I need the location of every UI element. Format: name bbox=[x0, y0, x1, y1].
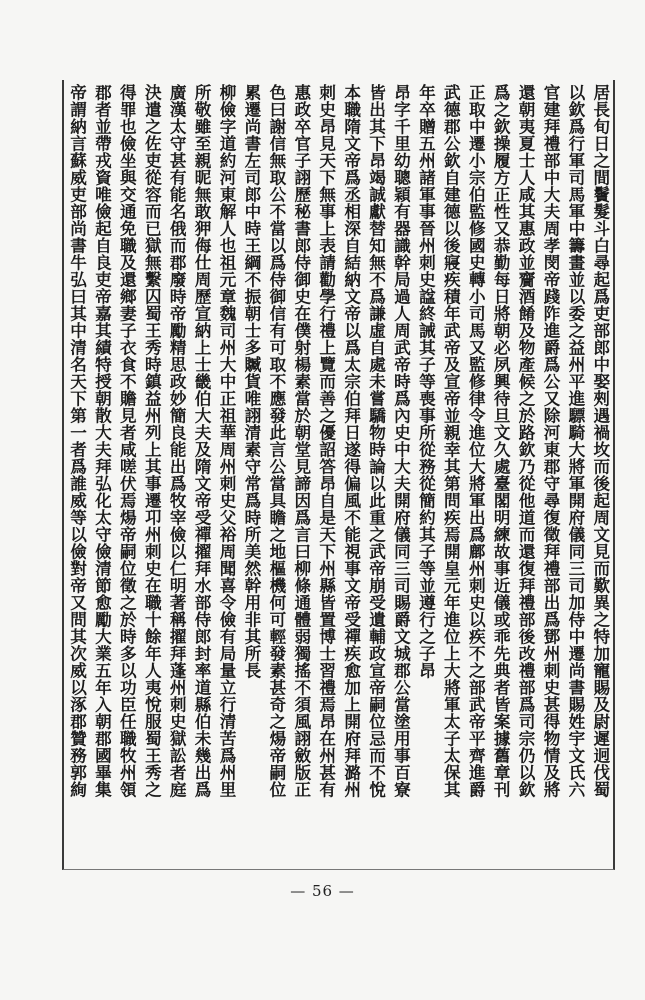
text-column: 刺史昂見天下無事上表請勸學行禮上覽而善之優詔答昂自是天下州縣皆置博士習禮焉昂在州甚有 bbox=[316, 84, 337, 798]
text-column: 還朝夷夏士人咸其惠政並齎酒餚及物產候之於路欽乃從他道而還復拜禮部後改禮部爲司宗仍以欽 bbox=[516, 84, 537, 798]
text-frame bbox=[62, 80, 615, 870]
text-column: 所敬雖至親昵無敢狎侮仕周歷宣納上士畿伯大夫及隋文帝受禪擢拜水部侍郎封率道縣伯未幾出爲 bbox=[192, 84, 213, 798]
vertical-text-columns bbox=[64, 80, 613, 869]
text-column: 武德郡公欽自建德以後寢疾積年武帝及宣帝並親幸其第問疾焉開皇元年進位上大將軍太子太保其 bbox=[441, 84, 462, 798]
text-column: 爲之欽操履方正性又恭勤每日將朝必夙興待旦文久處臺閣明練故事近儀或乖先典者皆案據舊章刊 bbox=[491, 84, 512, 798]
text-column: 正取中遷小宗伯監修國史轉小司馬又監修律令進位大將軍出爲鄜州刺史以疾不之部武帝平齊進爵 bbox=[466, 84, 487, 798]
text-column: 年卒贈五州諸軍事晉州刺史諡終誡其子等喪事所從務從簡約其子等並遵行之子昂 bbox=[416, 84, 437, 679]
text-column: 惠政卒官子詡歷秘書郎侍御史在僕射楊素當於朝堂見諦因爲言曰柳條通體弱獨搖不須風詡斂版正 bbox=[291, 84, 312, 798]
text-column: 累遷尚書左司郎中時王綱不振朝士多贓貨唯詡清素守常爲時所美然幹用非其所長 bbox=[241, 84, 262, 679]
text-column: 皆出其下昂竭誠獻替知無不爲謙虛自處未嘗驕物時論以此重之武帝崩受遺輔政宣帝嗣位忌而不悅 bbox=[366, 84, 387, 798]
text-column: 柳儉字道約河東解人也祖元章魏司州大中正祖華周州刺史父裕周聞喜令儉有局量立行清苦爲州里 bbox=[217, 84, 238, 798]
text-column: 郡者並帶戎資唯儉起自良吏帝嘉其績特授朝散大夫拜弘化太守儉清節愈勵大業五年入朝郡國畢集 bbox=[92, 84, 113, 798]
text-column: 帝謂納言蘇威吏部尚書牛弘曰其中清名天下第一者爲誰威等以儉對帝又問其次威以涿郡贊務郭絢 bbox=[67, 84, 88, 798]
text-column: 昂字千里幼聰穎有器識幹局過人周武帝時爲內史中大夫開府儀同三司賜爵文城郡公當塗用事百寮 bbox=[391, 84, 412, 798]
text-column: 得罪也儉坐與交通免職及還鄉妻子衣食不贍見者咸嗟伏焉煬帝嗣位徵之於時多以功臣任職牧州領 bbox=[117, 84, 138, 798]
text-column: 本職隋文帝爲丞相深自結納文帝以爲太宗伯拜日遂得偏風不能視事文帝受禪疾愈加上開府拜潞州 bbox=[341, 84, 362, 798]
text-column: 官建拜禮部中大夫周孝閔帝踐阼進爵爲公又除河東郡守尋復徵拜禮部出爲鄧州刺史甚得物情及將 bbox=[541, 84, 562, 798]
page-number: — 56 — bbox=[290, 882, 355, 900]
text-column: 居長旬日之間鬢髮斗白尋起爲吏部郎中娶㓨遇禍坆而後起周文見而歎異之特加寵賜及尉遲迥伐蜀 bbox=[590, 84, 611, 798]
text-column: 廣漢太守甚有能名俄而郡廢時帝勵精思政妙簡良能出爲牧宰儉以仁明著稱擢拜蓬州刺史獄訟者庭 bbox=[167, 84, 188, 798]
text-column: 以欽爲行軍司馬軍中籌畫並以委之益州平進驃騎大將軍開府儀同三司加侍中遷尚書賜姓宇文氏六 bbox=[565, 84, 586, 798]
text-column: 色曰謝信無取公不當以爲侍御信有可取不應發此言公當具瞻之地樞機何可輕發素甚奇之煬帝嗣位 bbox=[266, 84, 287, 798]
text-column: 決遣之佐吏從容而已獄無繫囚蜀王秀時鎮益州列上其事遷卭州刺史在職十餘年人夷悅服蜀王秀之 bbox=[142, 84, 163, 798]
